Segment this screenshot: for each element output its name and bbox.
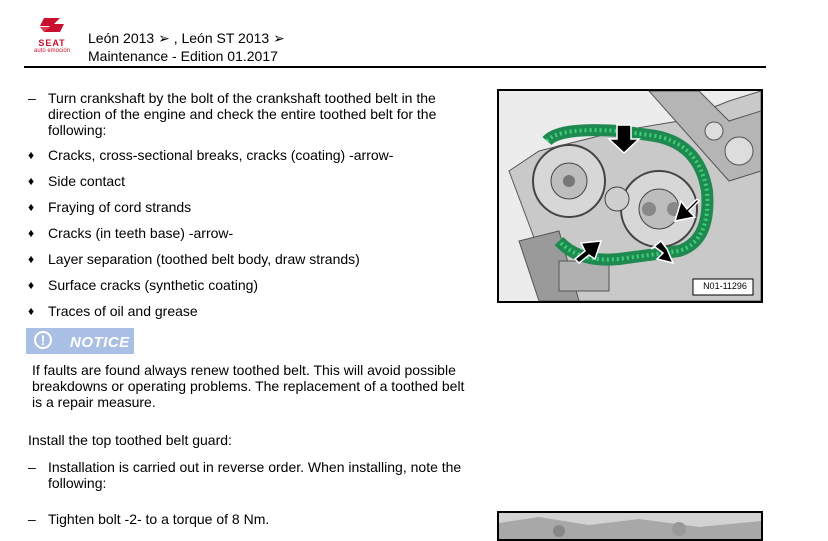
toothed-belt-figure xyxy=(497,89,763,303)
notice-banner xyxy=(26,328,134,354)
install-step-text: Installation is carried out in reverse order. When installing, note the following: xyxy=(48,459,462,491)
install-step xyxy=(28,459,468,493)
diamond-bullet-icon: ♦ xyxy=(28,200,35,214)
diamond-bullet-icon: ♦ xyxy=(28,304,35,318)
notice-label: NOTICE xyxy=(70,334,130,351)
models-line[interactable]: León 2013 ➢ , León ST 2013 ➢ xyxy=(88,30,285,46)
brand-tagline: auto emoción xyxy=(33,48,71,54)
notice-text: If faults are found always renew toothed belt. This will avoid possible breakdowns or operating problems. The replacement of a toothed belt is a repair measure. xyxy=(32,362,465,410)
check-intro-text: Turn crankshaft by the bolt of the crankshaft toothed belt in the direction of the engine and check the entire toothed belt for the following: xyxy=(48,90,437,138)
diamond-bullet-icon: ♦ xyxy=(28,278,35,292)
engine-photo-fragment xyxy=(499,513,761,539)
install-heading: Install the top toothed belt guard: xyxy=(28,432,232,448)
engine-belt-illustration xyxy=(499,91,761,301)
diamond-bullet-icon: ♦ xyxy=(28,226,35,240)
info-icon: ! xyxy=(34,331,52,349)
torque-step xyxy=(28,511,468,529)
dash-marker: – xyxy=(28,511,36,527)
diamond-bullet-icon: ♦ xyxy=(28,252,35,266)
dash-marker: – xyxy=(28,90,36,106)
next-figure-preview xyxy=(497,511,763,541)
brand-name: SEAT xyxy=(38,38,66,48)
manual-edition: Maintenance - Edition 01.2017 xyxy=(88,48,278,64)
check-intro-step xyxy=(28,90,468,140)
torque-step-text: Tighten bolt -2- to a torque of 8 Nm. xyxy=(48,511,270,527)
diamond-bullet-icon: ♦ xyxy=(28,148,35,162)
header-divider xyxy=(24,66,766,68)
figure-id: N01-11296 xyxy=(703,281,747,291)
dash-marker: – xyxy=(28,459,36,475)
diamond-bullet-icon: ♦ xyxy=(28,174,35,188)
